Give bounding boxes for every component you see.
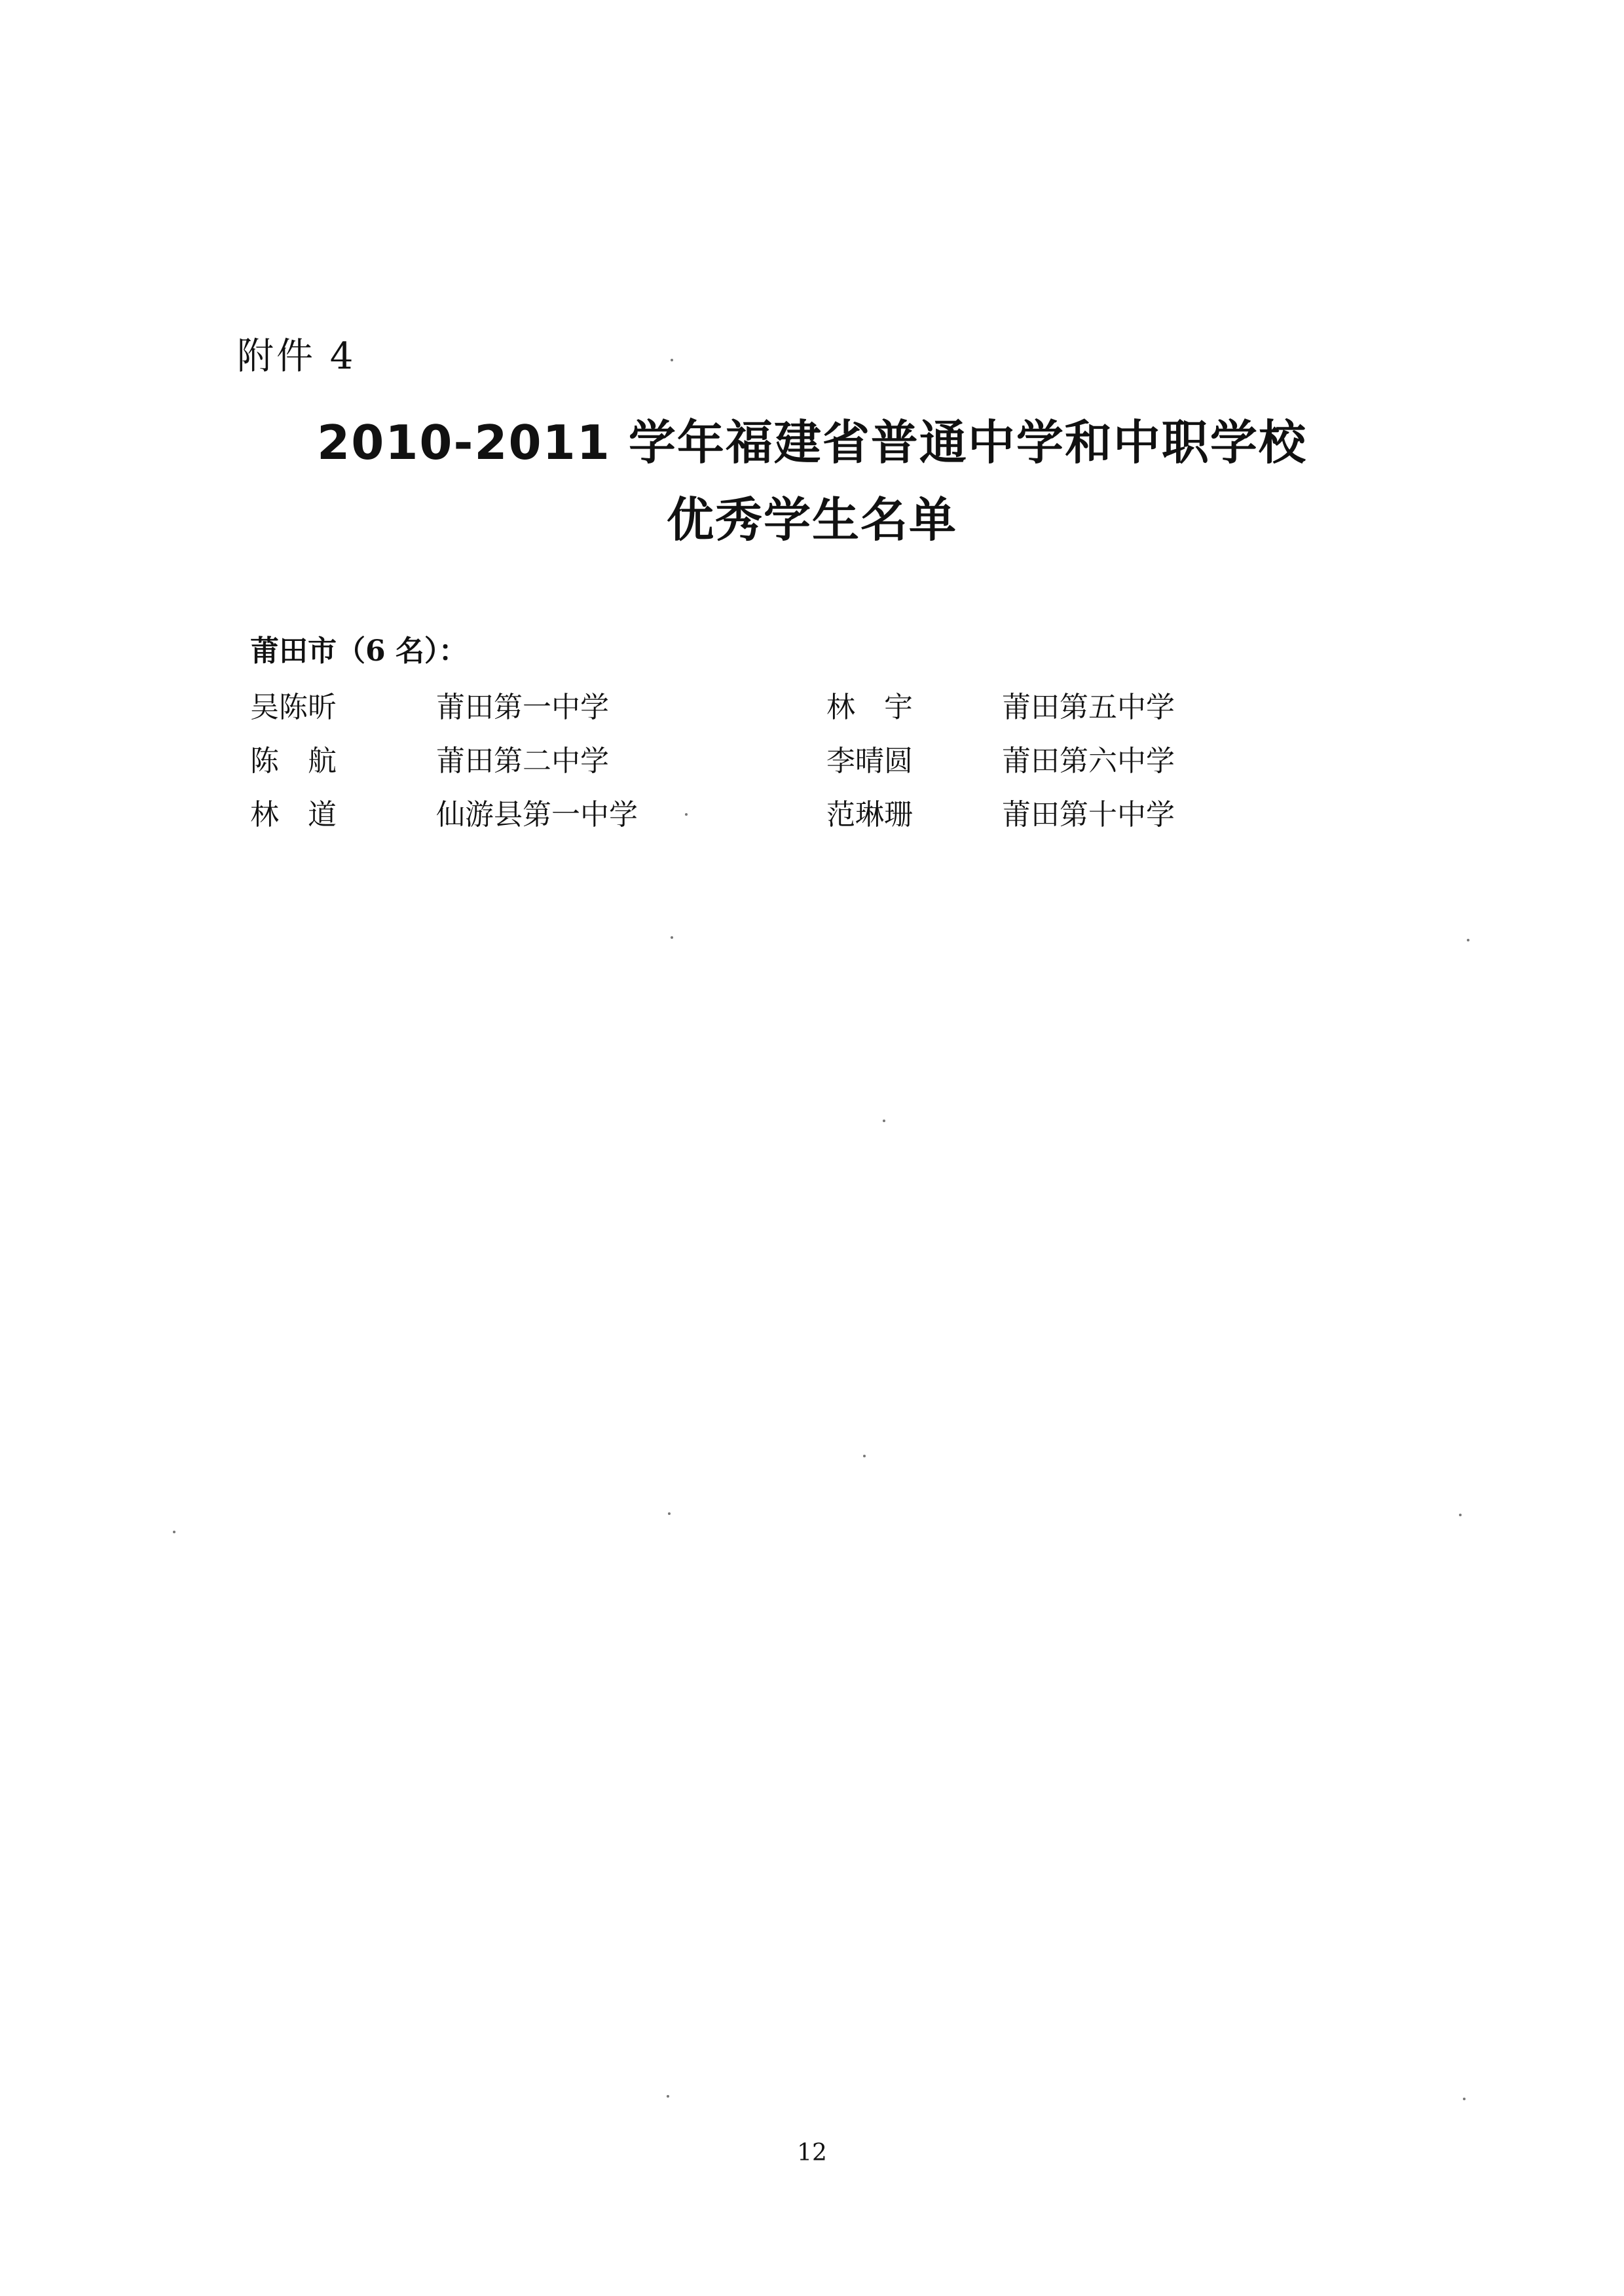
student-name: 陈 航 <box>250 744 337 778</box>
student-name: 范琳珊 <box>826 798 913 831</box>
scan-speck <box>883 1120 885 1122</box>
scan-speck <box>685 813 688 816</box>
student-school: 莆田第一中学 <box>436 691 609 724</box>
scan-speck <box>671 936 673 939</box>
student-name: 李晴圆 <box>826 744 913 778</box>
attachment-label: 附件 4 <box>237 335 356 378</box>
student-name: 林 宇 <box>826 691 913 724</box>
document-title-line-2: 优秀学生名单 <box>666 492 957 547</box>
scan-speck <box>863 1455 866 1457</box>
student-school: 莆田第五中学 <box>1002 691 1175 724</box>
student-school: 莆田第二中学 <box>436 744 609 778</box>
page-number: 12 <box>797 2140 827 2166</box>
scan-speck <box>671 359 673 361</box>
scan-speck <box>1459 1514 1462 1516</box>
student-name: 林 道 <box>250 798 337 831</box>
scan-speck <box>668 1512 671 1515</box>
student-school: 莆田第十中学 <box>1002 798 1175 831</box>
scan-speck <box>173 1531 175 1533</box>
region-heading: 莆田市（6 名）： <box>250 634 468 668</box>
student-name: 吴陈昕 <box>250 691 337 724</box>
scan-speck <box>1467 939 1469 941</box>
student-school: 仙游县第一中学 <box>436 798 638 831</box>
document-title-line-1: 2010-2011 学年福建省普通中学和中职学校 <box>317 415 1307 470</box>
student-school: 莆田第六中学 <box>1002 744 1175 778</box>
scan-speck <box>667 2095 669 2098</box>
scan-speck <box>1463 2098 1466 2100</box>
